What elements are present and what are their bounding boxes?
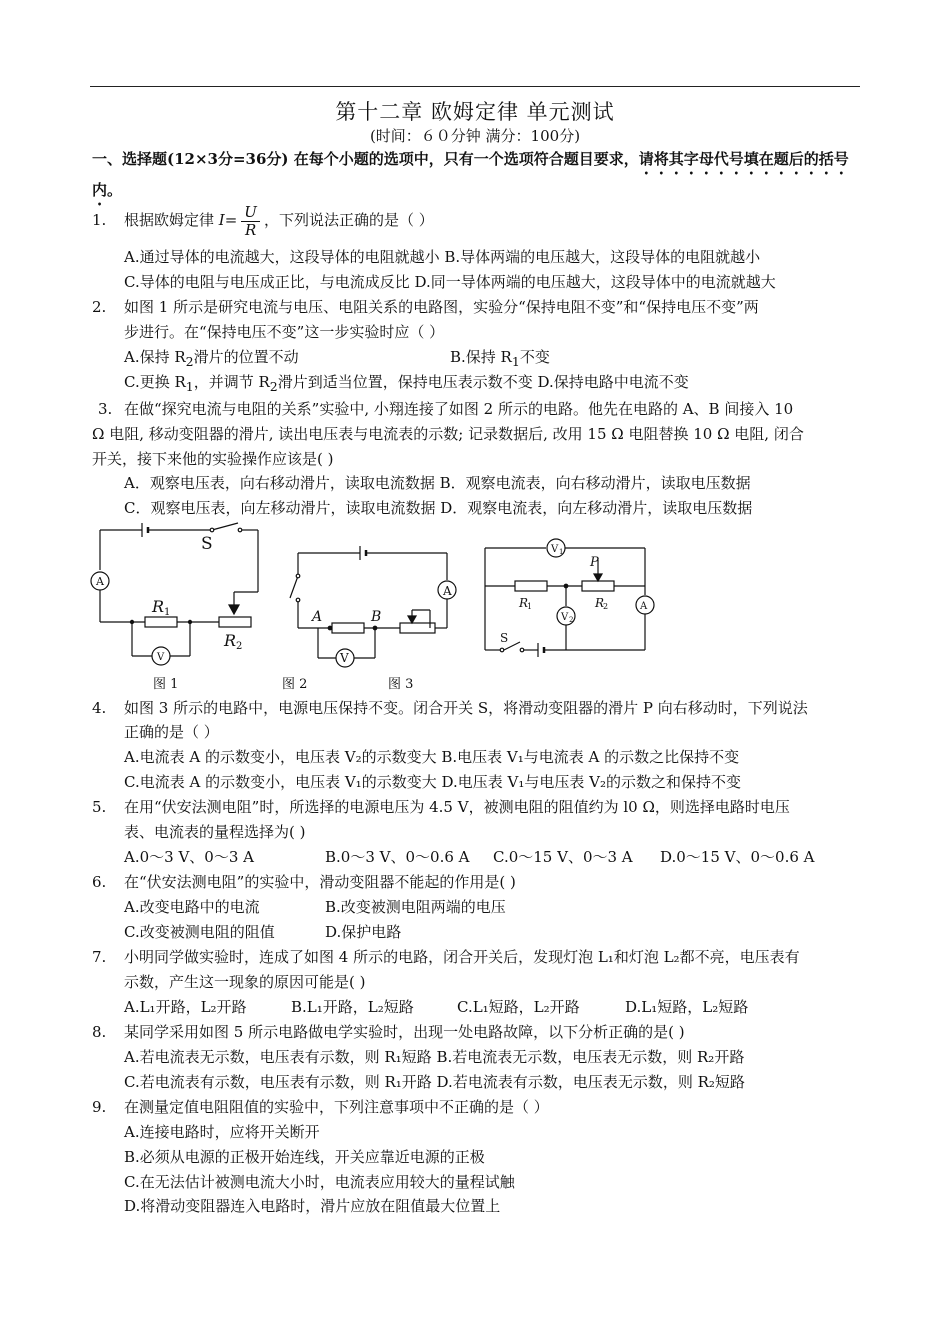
q5-option-a: A.0～3 V、0～3 A	[124, 848, 254, 866]
q7-number: 7.	[92, 948, 107, 966]
q3-options-ab: A．观察电压表，向右移动滑片，读取电流数据 B．观察电流表，向右移动滑片，读取电压数据	[124, 474, 751, 492]
q2-option-b	[450, 347, 550, 372]
fig1-r1-label: R	[152, 597, 165, 616]
q2-option-d: D.保持电路中电流不变	[537, 373, 689, 391]
q2-option-c-sub1: 1	[185, 379, 194, 394]
section-heading-text: 一、选择题(12×3分=36分) 在每个小题的选项中，只有一个选项符合题目要求，	[92, 150, 639, 168]
q1-number: 1.	[92, 211, 107, 229]
figure-1-caption: 图 1	[153, 677, 179, 692]
section-heading-end: 。	[107, 181, 123, 199]
q6-stem: 在“伏安法测电阻”的实验中，滑动变阻器不能起的作用是( )	[124, 873, 516, 891]
q2-stem-line1: 如图 1 所示是研究电流与电压、电阻关系的电路图，实验分“保持电阻不变”和“保持电压不变”两	[124, 298, 759, 316]
q9-stem: 在测量定值电阻阻值的实验中，下列注意事项中不正确的是（ ）	[124, 1098, 549, 1116]
q4-stem-line1: 如图 3 所示的电路中，电源电压保持不变。闭合开关 S，将滑动变阻器的滑片 P 向右移动时，下列说法	[124, 699, 808, 717]
top-rule	[90, 86, 860, 87]
q2-option-a	[124, 347, 299, 372]
figure-3-circuit	[485, 539, 654, 657]
section-heading-emphasis: 请将其字母代号填在题后的括号内	[92, 150, 849, 199]
page-title: 第十二章 欧姆定律 单元测试	[335, 100, 615, 124]
q9-option-b: B.必须从电源的正极开始连线，开关应靠近电源的正极	[124, 1148, 485, 1166]
fig3-v2-sub: 2	[569, 616, 574, 624]
q2-number: 2.	[92, 298, 107, 316]
q9-option-d: D.将滑动变阻器连入电路时，滑片应放在阻值最大位置上	[124, 1197, 501, 1215]
q4-options-cd: C.电流表 A 的示数变小，电压表 V₁的示数变大 D.电压表 V₁与电压表 V₂的示数之和保持不变	[124, 773, 741, 791]
fig3-r2-sub: 2	[603, 602, 609, 611]
q1-options-ab: A.通过导体的电流越大，这段导体的电阻就越小 B.导体两端的电压越大，这段导体的电阻就越小	[124, 248, 761, 266]
ohm-formula	[241, 204, 260, 239]
q2-option-a-letter: A.	[124, 348, 140, 366]
q6-option-c: C.改变被测电阻的阻值	[124, 923, 275, 941]
figure-2-circuit	[290, 546, 456, 667]
q2-option-cd	[124, 372, 689, 397]
q1-stem-pre: 根据欧姆定律	[124, 211, 219, 229]
q8-stem: 某同学采用如图 5 所示电路做电学实验时，出现一处电路故障，以下分析正确的是( )	[124, 1023, 685, 1041]
q2-option-b-sub: 1	[511, 354, 520, 369]
fig3-v2-label: V	[561, 612, 569, 623]
q5-number: 5.	[92, 798, 107, 816]
fig1-switch-label: S	[201, 534, 213, 554]
fig3-ammeter-label: A	[640, 601, 648, 612]
q2-option-c-end: 滑片到适当位置，保持电压表示数不变	[277, 373, 533, 391]
circuit-figures	[90, 520, 670, 670]
q6-option-d: D.保护电路	[325, 923, 402, 941]
q4-stem-line2: 正确的是（ ）	[124, 723, 219, 741]
q9-number: 9.	[92, 1098, 107, 1116]
figure-3-caption: 图 3	[388, 677, 414, 692]
q7-option-c: C.L₁短路，L₂开路	[457, 998, 580, 1016]
figure-2-caption: 图 2	[282, 677, 308, 692]
q2-option-b-text: B.保持 R	[450, 348, 512, 366]
q5-option-d: D.0～15 V、0～0.6 A	[660, 848, 815, 866]
fig1-r2-sub: 2	[236, 641, 243, 652]
q6-option-b: B.改变被测电阻两端的电压	[325, 898, 506, 916]
ohm-formula-numerator: U	[241, 204, 260, 222]
q2-option-c-sub2: 2	[269, 379, 278, 394]
q8-options-ab: A.若电流表无示数，电压表有示数，则 R₁短路 B.若电流表无示数，电压表无示数，则 R₂开路	[124, 1048, 745, 1066]
q1-stem	[124, 200, 434, 240]
q2-option-b-end: 不变	[519, 348, 550, 366]
fig2-ammeter-label: A	[443, 584, 452, 598]
q1-eq: =	[224, 211, 238, 229]
page-subtitle: (时间：６０分钟 满分：100分)	[369, 127, 581, 145]
q9-option-c: C.在无法估计被测电流大小时，电流表应用较大的量程试触	[124, 1173, 515, 1191]
q3-options-cd: C．观察电压表，向左移动滑片，读取电流数据 D．观察电流表，向左移动滑片，读取电压数据	[124, 499, 753, 517]
q7-option-a: A.L₁开路，L₂开路	[124, 998, 247, 1016]
q5-stem-line2: 表、电流表的量程选择为( )	[124, 823, 306, 841]
q5-option-b: B.0～3 V、0～0.6 A	[325, 848, 470, 866]
q2-option-c-mid: ，并调节 R	[193, 373, 270, 391]
q4-number: 4.	[92, 699, 107, 717]
q2-stem-line2: 步进行。在“保持电压不变”这一步实验时应（ ）	[124, 323, 445, 341]
fig2-voltmeter-label: V	[340, 651, 349, 665]
q3-stem-line2: Ω 电阻, 移动变阻器的滑片, 读出电压表与电流表的示数; 记录数据后, 改用 15 Ω 电阻替换 10 Ω 电阻, 闭合	[92, 425, 804, 443]
fig3-switch-label: S	[500, 631, 509, 645]
q1-var-i: I	[218, 211, 225, 229]
q7-stem-line2: 示数，产生这一现象的原因可能是( )	[124, 973, 366, 991]
fig3-v1-label: V	[551, 544, 559, 555]
q2-option-c-pre: C.更换 R	[124, 373, 186, 391]
q5-stem-line1: 在用“伏安法测电阻”时，所选择的电源电压为 4.5 V，被测电阻的阻值约为 l0 Ω，则选择电路时电压	[124, 798, 790, 816]
fig3-p-label: P	[590, 555, 599, 570]
q7-option-d: D.L₁短路，L₂短路	[625, 998, 749, 1016]
fig3-r2-label: R	[595, 596, 605, 610]
fig3-v1-sub: 1	[559, 548, 564, 556]
q3-stem-line3: 开关，接下来他的实验操作应该是( )	[92, 450, 334, 468]
fig2-point-b: B	[371, 609, 382, 625]
q1-options-cd: C.导体的电阻与电压成正比，与电流成反比 D.同一导体两端的电压越大，这段导体中的电流就越大	[124, 273, 776, 291]
q1-stem-post: ，下列说法正确的是（ ）	[263, 211, 434, 229]
q3-number: 3.	[98, 400, 113, 418]
q7-option-b: B.L₁开路，L₂短路	[291, 998, 414, 1016]
q2-option-a-end: 滑片的位置不动	[193, 348, 299, 366]
fig2-point-a: A	[312, 609, 323, 625]
fig1-voltmeter-label: V	[157, 652, 165, 663]
q5-option-c: C.0～15 V、0～3 A	[493, 848, 633, 866]
fig3-r1-sub: 1	[527, 602, 533, 611]
q4-options-ab: A.电流表 A 的示数变小，电压表 V₂的示数变大 B.电压表 V₁与电流表 A 的示数之比保持不变	[124, 748, 740, 766]
q6-number: 6.	[92, 873, 107, 891]
fig1-ammeter-label: A	[96, 575, 104, 588]
fig1-r1-sub: 1	[164, 607, 171, 618]
q2-option-a-sub: 2	[185, 354, 194, 369]
ohm-formula-denominator: R	[244, 220, 257, 239]
fig3-r1-label: R	[519, 596, 529, 610]
q9-option-a: A.连接电路时，应将开关断开	[124, 1123, 320, 1141]
q6-option-a: A.改变电路中的电流	[124, 898, 260, 916]
q8-options-cd: C.若电流表有示数，电压表有示数，则 R₁开路 D.若电流表有示数，电压表无示数，则 R₂短路	[124, 1073, 745, 1091]
fig1-r2-label: R	[224, 631, 237, 650]
q7-stem-line1: 小明同学做实验时，连成了如图 4 所示的电路，闭合开关后，发现灯泡 L₁和灯泡 L₂都不亮，电压表有	[124, 948, 800, 966]
q3-stem-line1: 在做“探究电流与电阻的关系”实验中, 小翔连接了如图 2 所示的电路。他先在电路的 A、B 间接入 10	[124, 400, 794, 418]
q8-number: 8.	[92, 1023, 107, 1041]
q2-option-a-text: 保持 R	[139, 348, 186, 366]
